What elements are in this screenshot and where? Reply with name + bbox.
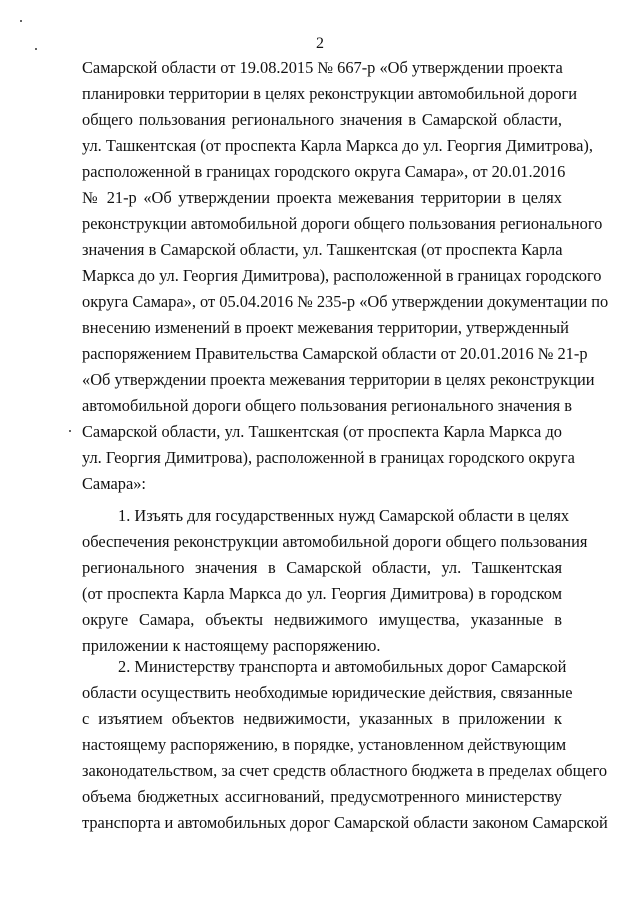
text-line: Самара»:: [82, 474, 146, 493]
text-line: расположенной в границах городского округа Самара», от 20.01.2016: [82, 162, 566, 181]
scan-speck: [69, 430, 71, 432]
text-line: с изъятием объектов недвижимости, указанных в приложении к: [82, 709, 562, 728]
text-line: 2. Министерству транспорта и автомобильных дорог Самарской: [118, 657, 567, 676]
text-line: (от проспекта Карла Маркса до ул. Георгия Димитрова) в городском: [82, 584, 562, 603]
page-number: 2: [316, 35, 324, 52]
text-line: «Об утверждении проекта межевания территории в целях реконструкции: [82, 370, 595, 389]
text-line: регионального значения в Самарской области, ул. Ташкентская: [82, 558, 562, 577]
text-line: Самарской области от 19.08.2015 № 667-р «Об утверждении проекта: [82, 58, 563, 77]
text-line: распоряжением Правительства Самарской области от 20.01.2016 № 21-р: [82, 344, 588, 363]
text-line: области осуществить необходимые юридические действия, связанные: [82, 683, 573, 702]
text-line: транспорта и автомобильных дорог Самарской области законом Самарской: [82, 813, 608, 832]
text-line: законодательством, за счет средств областного бюджета в пределах общего: [82, 761, 608, 780]
text-line: Самарской области, ул. Ташкентская (от проспекта Карла Маркса до: [82, 422, 562, 441]
text-line: планировки территории в целях реконструкции автомобильной дороги: [82, 84, 577, 103]
text-line: автомобильной дороги общего пользования регионального значения в: [82, 396, 572, 415]
text-line: 1. Изъять для государственных нужд Самарской области в целях: [118, 506, 570, 525]
text-line: ул. Георгия Димитрова), расположенной в границах городского округа: [82, 448, 575, 467]
numbered-item-1: [82, 503, 588, 659]
text-line: приложении к настоящему распоряжению.: [82, 636, 381, 655]
intro-paragraph: [82, 55, 609, 497]
text-line: настоящему распоряжению, в порядке, установленном действующим: [82, 735, 567, 754]
text-line: внесению изменений в проект межевания территории, утвержденный: [82, 318, 569, 337]
text-line: Маркса до ул. Георгия Димитрова), расположенной в границах городского: [82, 266, 602, 285]
text-line: № 21-р «Об утверждении проекта межевания территории в целях: [82, 188, 562, 207]
text-line: реконструкции автомобильной дороги общего пользования регионального: [82, 214, 603, 233]
numbered-item-2: [82, 654, 608, 836]
text-line: округе Самара, объекты недвижимого имущества, указанные в: [82, 610, 562, 629]
text-line: значения в Самарской области, ул. Ташкентская (от проспекта Карла: [82, 240, 563, 259]
text-line: объема бюджетных ассигнований, предусмотренного министерству: [82, 787, 562, 806]
text-line: ул. Ташкентская (от проспекта Карла Маркса до ул. Георгия Димитрова),: [82, 136, 593, 155]
scan-speck: [20, 20, 22, 22]
text-line: округа Самара», от 05.04.2016 № 235-р «Об утверждении документации по: [82, 292, 609, 311]
text-line: общего пользования регионального значения в Самарской области,: [82, 110, 562, 129]
text-line: обеспечения реконструкции автомобильной дороги общего пользования: [82, 532, 588, 551]
